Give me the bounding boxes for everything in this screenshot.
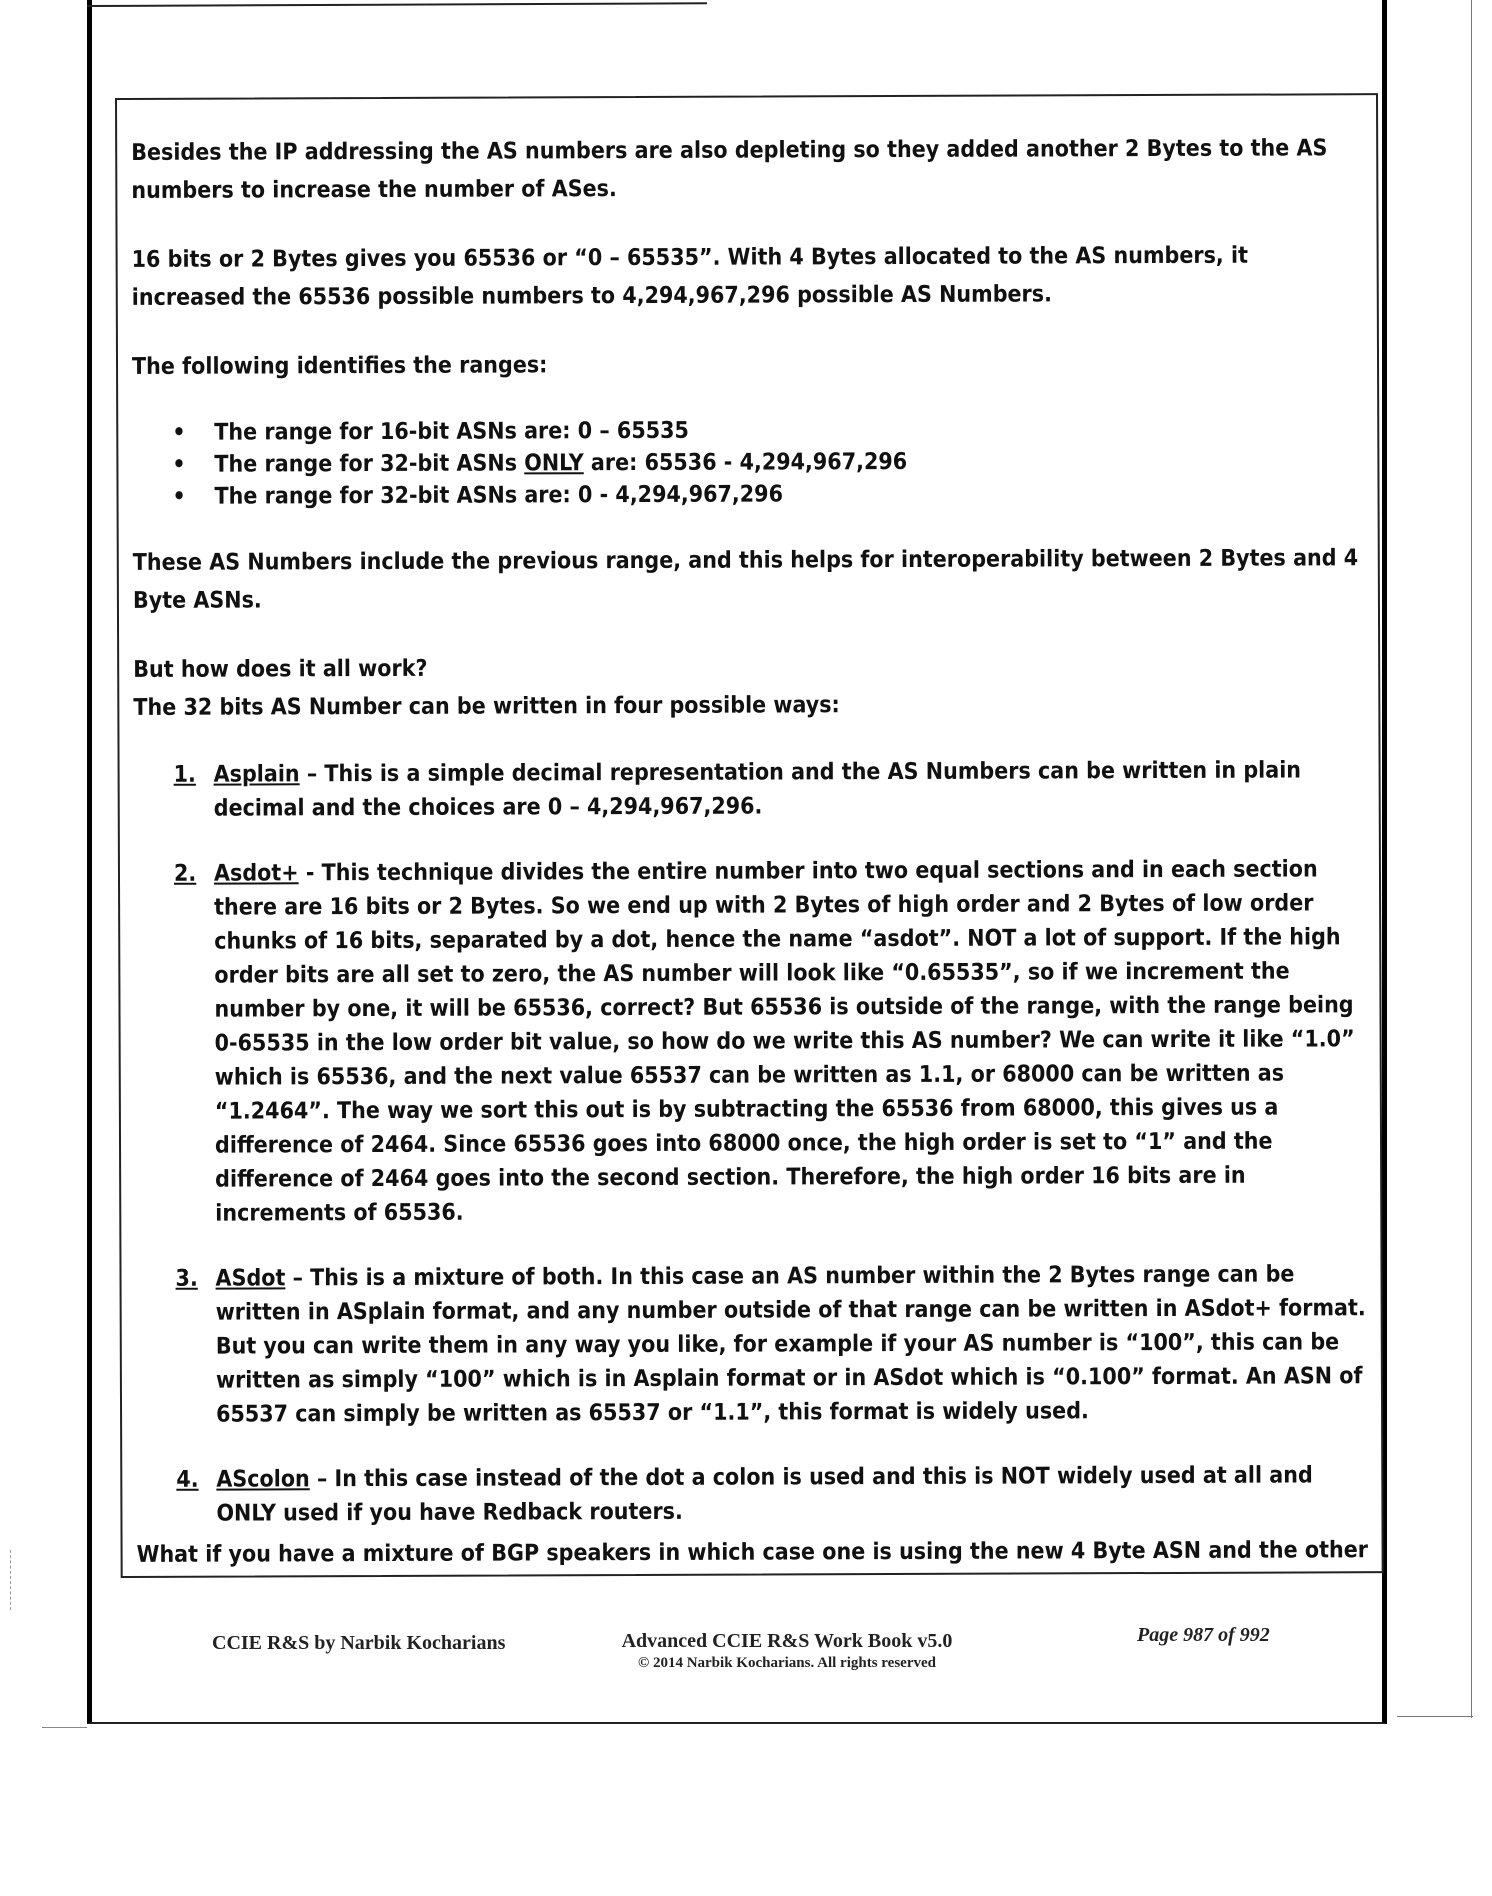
way-item-asdot-plus xyxy=(174,852,1366,1231)
ranges-list xyxy=(132,412,1363,513)
way-term: AScolon xyxy=(216,1466,310,1493)
scan-edge-line-bottom xyxy=(1397,1716,1473,1717)
paragraph-interop: These AS Numbers include the previous range, and this helps for interoperability between 2 Bytes and 4 Byte ASNs. xyxy=(132,545,1359,614)
way-term: Asplain xyxy=(213,761,300,788)
way-description: – In this case instead of the dot a colon is used and this is NOT widely used at all and ONLY used if you have Redback routers. xyxy=(216,1462,1313,1527)
footer-center xyxy=(592,1630,982,1672)
paragraph-question: But how does it all work? xyxy=(133,655,428,683)
footer-page-number: Page 987 of 992 xyxy=(1137,1624,1270,1646)
way-term: Asdot+ xyxy=(213,860,299,887)
range-text: The range for 32-bit ASNs xyxy=(214,450,525,478)
way-number: 1. xyxy=(173,761,196,788)
way-item-asplain xyxy=(174,753,1365,826)
scan-margin-marks xyxy=(10,1550,12,1610)
way-term: ASdot xyxy=(215,1265,286,1292)
way-description: - This technique divides the entire number into two equal sections and in each section there are 16 bits or 2 Bytes. So we end up with 2 Bytes of high order and 2 Bytes of low order chunks of 16 bits, separated by a dot, hence the name “asdot”. NOT a lot of support. If the high order bits are all set to zero, the AS number will look like “0.65535”, so if we increment the number by one, it will be 65536, correct? But 65536 is outside of the range, with the range being 0-65535 in the low order bit value, so how do we write this AS number? We can write it like “1.0” which is 65536, and the next value 65537 can be written as 1.1, or 68000 can be written as “1.2464”. The way we sort this out is by subtracting the 65536 from 68000, this gives us a difference of 2464. Since 65536 goes into 68000 once, the high order is set to “1” and the difference of 2464 goes into the second section. Therefore, the high order 16 bits are in increments of 65536. xyxy=(214,856,1355,1227)
content-box xyxy=(115,93,1384,1578)
scan-edge-line xyxy=(1471,0,1472,1718)
scan-edge-dash xyxy=(42,1727,87,1728)
range-text: The range for 16-bit ASNs are: 0 – 65535 xyxy=(214,417,689,446)
way-number: 4. xyxy=(176,1466,199,1493)
range-text-after: are: 65536 - 4,294,967,296 xyxy=(583,448,908,477)
way-description: – This is a mixture of both. In this case an AS number within the 2 Bytes range can be written in ASplain format, and any number outside of that range can be written in ASdot+ format. But you can write them in any way you like, for example if your AS number is “100”, this can be written as simply “100” which is in Asplain format or in ASdot which is “0.100” format. An ASN of 65537 can simply be written as 65537 or “1.1”, this format is widely used. xyxy=(215,1261,1366,1428)
bullet-icon: • xyxy=(172,451,186,478)
paragraph-bits: 16 bits or 2 Bytes gives you 65536 or “0 – 65535”. With 4 Bytes allocated to the AS numbers, it increased the 65536 possible numbers to 4,294,967,296 possible AS Numbers. xyxy=(131,242,1248,311)
range-item xyxy=(172,444,1363,481)
bullet-icon: • xyxy=(172,419,186,446)
ways-list xyxy=(134,753,1368,1531)
range-emphasis: ONLY xyxy=(524,450,584,477)
bullet-icon: • xyxy=(172,483,186,510)
paragraph-intro: Besides the IP addressing the AS numbers are also depleting so they added another 2 Bytes to the AS numbers to increase the number of ASes. xyxy=(131,135,1328,204)
way-number: 2. xyxy=(173,860,197,887)
footer-book-title: Advanced CCIE R&S Work Book v5.0 xyxy=(621,1630,953,1652)
paragraph-ways-intro: The 32 bits AS Number can be written in four possible ways: xyxy=(133,692,840,721)
paragraph-ranges-intro: The following identifies the ranges: xyxy=(131,352,548,380)
way-item-ascolon xyxy=(176,1458,1367,1531)
paragraph-closing: What if you have a mixture of BGP speakers in which case one is using the new 4 Byte ASN and the other xyxy=(136,1537,1369,1568)
range-text: The range for 32-bit ASNs are: 0 - 4,294,967,296 xyxy=(214,481,783,510)
footer-author: CCIE R&S by Narbik Kocharians xyxy=(212,1632,506,1654)
range-item xyxy=(172,476,1363,513)
range-item xyxy=(172,412,1363,449)
way-number: 3. xyxy=(175,1265,198,1292)
way-item-asdot xyxy=(175,1257,1367,1432)
footer-copyright: © 2014 Narbik Kocharians. All rights reserved xyxy=(637,1655,936,1671)
way-description: – This is a simple decimal representation and the AS Numbers can be written in plain decimal and the choices are 0 – 4,294,967,296. xyxy=(213,757,1302,822)
